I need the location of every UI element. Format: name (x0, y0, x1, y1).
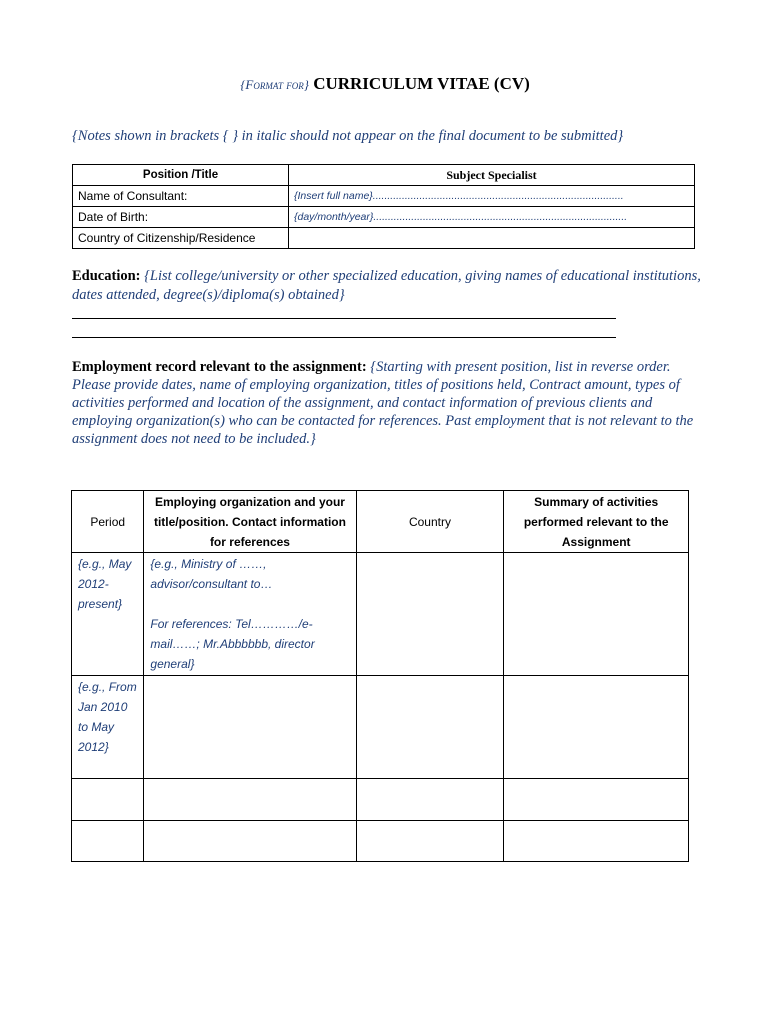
table-row (72, 779, 689, 821)
dob-label: Date of Birth: (73, 207, 289, 228)
organization-text: {e.g., Ministry of ……, advisor/consultant to… (150, 557, 273, 591)
position-row (73, 165, 695, 186)
education-line-1[interactable] (72, 318, 616, 319)
employment-instructions: {Starting with present position, list in reverse order. Please provide dates, name of employing organization, titles of positions held, Contract amount, types of activities performed and location of the assignment, and contact information of previous clients and employing organization(s) who can be contacted for references. Past employment that is not relevant to the assignment does not need to be included.} (72, 359, 694, 447)
summary-cell[interactable] (504, 821, 689, 862)
spacer (150, 594, 349, 614)
country-cell[interactable] (356, 821, 504, 862)
organization-cell[interactable] (144, 779, 356, 821)
country-header: Country (356, 491, 504, 553)
period-cell[interactable]: {e.g., May 2012-present} (72, 553, 144, 676)
position-label: Position /Title (73, 165, 289, 186)
country-cell[interactable] (356, 779, 504, 821)
organization-header: Employing organization and your title/position. Contact information for references (144, 491, 356, 553)
table-row (72, 553, 689, 676)
citizenship-field[interactable] (289, 228, 695, 249)
organization-cell[interactable] (144, 821, 356, 862)
education-section (72, 267, 702, 305)
period-cell[interactable]: {e.g., From Jan 2010 to May 2012} (72, 676, 144, 779)
organization-cell[interactable] (144, 676, 356, 779)
country-cell[interactable] (356, 676, 504, 779)
summary-cell[interactable] (504, 553, 689, 676)
employment-section (72, 358, 702, 448)
dob-field[interactable]: {day/month/year}....................................................................................... (289, 207, 695, 228)
education-instructions: {List college/university or other specialized education, giving names of educational institutions, dates attended, degree(s)/diploma(s) obtained} (72, 268, 701, 303)
education-line-2[interactable] (72, 337, 616, 338)
references-text: For references: Tel…………/e-mail……; Mr.Abbbbbb, director general} (150, 617, 315, 671)
organization-cell[interactable] (144, 553, 356, 676)
consultant-row (73, 186, 695, 207)
education-label: Education: (72, 268, 141, 284)
summary-cell[interactable] (504, 676, 689, 779)
format-for-note: {Format for} (240, 77, 309, 92)
employment-header-row (72, 491, 689, 553)
dob-row (73, 207, 695, 228)
instructions-note: {Notes shown in brackets { } in italic should not appear on the final document to be submitted} (72, 128, 624, 144)
cv-title: CURRICULUM VITAE (CV) (313, 74, 530, 93)
table-row (72, 676, 689, 779)
period-cell[interactable] (72, 779, 144, 821)
employment-table (71, 490, 689, 862)
consultant-label: Name of Consultant: (73, 186, 289, 207)
citizenship-row (73, 228, 695, 249)
summary-cell[interactable] (504, 779, 689, 821)
country-cell[interactable] (356, 553, 504, 676)
table-row (72, 821, 689, 862)
period-cell[interactable] (72, 821, 144, 862)
document-title (0, 74, 770, 94)
consultant-name-field[interactable]: {Insert full name}...................................................................................... (289, 186, 695, 207)
period-header: Period (72, 491, 144, 553)
personal-info-table (72, 164, 695, 249)
position-value[interactable]: Subject Specialist (289, 165, 695, 186)
summary-header: Summary of activities performed relevant to the Assignment (504, 491, 689, 553)
employment-label: Employment record relevant to the assignment: (72, 359, 367, 375)
citizenship-label: Country of Citizenship/Residence (73, 228, 289, 249)
